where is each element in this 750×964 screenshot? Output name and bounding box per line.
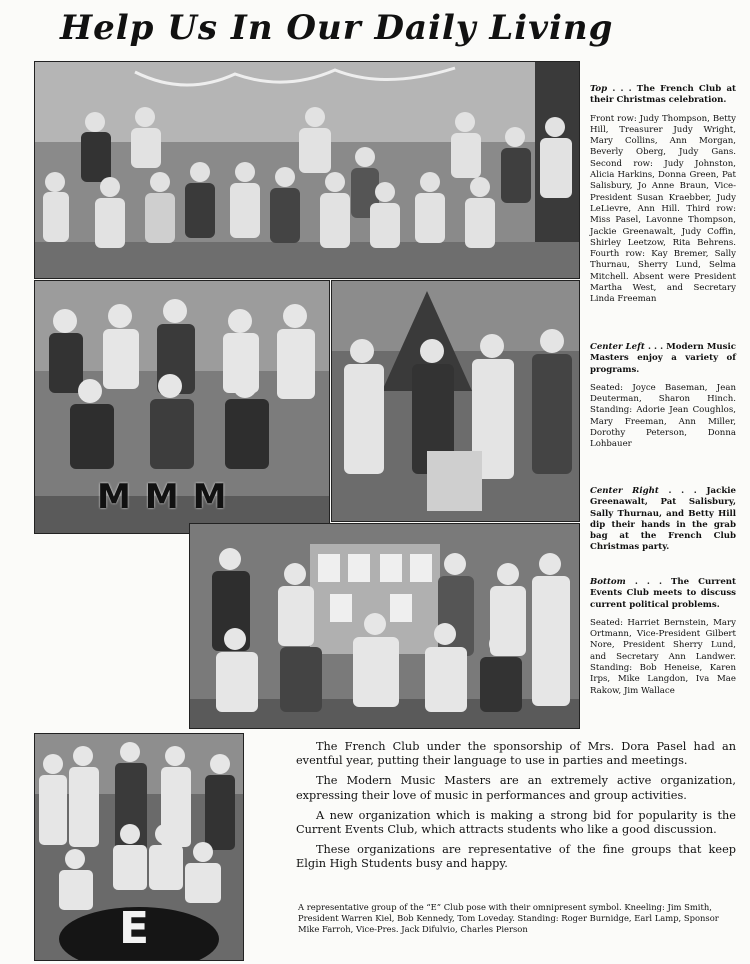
e-symbol: E bbox=[119, 903, 150, 954]
caption-center-left-names: Seated: Joyce Baseman, Jean Deuterman, Sharon Hinch. Standing: Adorie Jean Coughlos, Mary Freeman, Ann Miller, Dorothy Peterson, Donna Lohbauer bbox=[590, 382, 736, 450]
caption-bottom-lead-word: Bottom bbox=[590, 577, 626, 587]
caption-center-left-lead-word: Center Left bbox=[590, 342, 645, 352]
caption-center-right bbox=[590, 486, 736, 561]
body-paragraph: A new organization which is making a strong bid for popularity is the Current Events Club, which attracts students who like a good discussion. bbox=[296, 808, 736, 837]
photo-french-club bbox=[34, 61, 580, 279]
photo-e-club bbox=[34, 733, 244, 961]
body-paragraph: The French Club under the sponsorship of Mrs. Dora Pasel had an eventful year, putting their language to use in parties and meetings. bbox=[296, 740, 736, 768]
mmm-letters: MMM bbox=[97, 477, 241, 517]
caption-center-left-lead-rest: . . . Modern Music Masters enjoy a variety of programs. bbox=[590, 342, 736, 375]
caption-bottom bbox=[590, 577, 736, 704]
body-paragraph: These organizations are representative of the fine groups that keep Elgin High Students busy and happy. bbox=[296, 843, 736, 871]
body-text bbox=[296, 740, 736, 878]
caption-top-names: Front row: Judy Thompson, Betty Hill, Treasurer Judy Wright, Mary Collins, Ann Morgan, Beverly Oberg, Judy Gans. Second row: Judy Johnston, Alicia Harkins, Donna Green, Pat Salisbury, Jo Anne Braun, Vice-President Susan Kraebber, Judy LeLievre, Ann Hill. Third row: Miss Pasel, Lavonne Thompson, Jackie Greenawalt, Judy Coffin, Shirley Leetzow, Rita Behrens. Fourth row: Kay Bremer, Sally Thurnau, Sherry Lund, Selma Mitchell. Absent were President Martha West, and Secretary Linda Freeman bbox=[590, 113, 736, 305]
caption-e-club: A representative group of the “E” Club pose with their omnipresent symbol. Kneeling: Jim Smith, President Warren Kiel, Bob Kennedy, Tom Loveday. Standing: Roger Burnidge, Earl Lamp, Sponsor Mike Farroh, Vice-Pres. Jack Difulvio, Charles Pierson bbox=[298, 902, 719, 935]
caption-center-right-lead-rest: . . . Jackie Greenawalt, Pat Salisbury, Sally Thurnau, and Betty Hill dip their hands in the grab bag at the French Club Christmas party. bbox=[590, 486, 736, 553]
caption-top bbox=[590, 84, 736, 313]
caption-center-right-lead-word: Center Right bbox=[590, 486, 659, 496]
caption-bottom-names: Seated: Harriet Bernstein, Mary Ortmann, Vice-President Gilbert Nore, President Sherry Lund, and Secretary Ann Landwer. Standing: Bob Heneise, Karen Irps, Mike Langdon, Iva Mae Rakow, Jim Wallace bbox=[590, 617, 736, 696]
caption-center-left bbox=[590, 342, 736, 458]
body-paragraph: The Modern Music Masters are an extremely active organization, expressing their love of music in performances and group activities. bbox=[296, 774, 736, 802]
photo-current-events-club bbox=[189, 523, 580, 729]
caption-top-lead-word: Top bbox=[590, 84, 608, 94]
caption-top-lead-rest: . . . The French Club at their Christmas celebration. bbox=[590, 84, 736, 106]
photo-grab-bag bbox=[331, 280, 580, 522]
page-title: Help Us In Our Daily Living bbox=[60, 8, 614, 48]
photo-modern-music-masters bbox=[34, 280, 330, 534]
caption-bottom-lead-rest: . . . The Current Events Club meets to discuss current political problems. bbox=[590, 577, 736, 610]
